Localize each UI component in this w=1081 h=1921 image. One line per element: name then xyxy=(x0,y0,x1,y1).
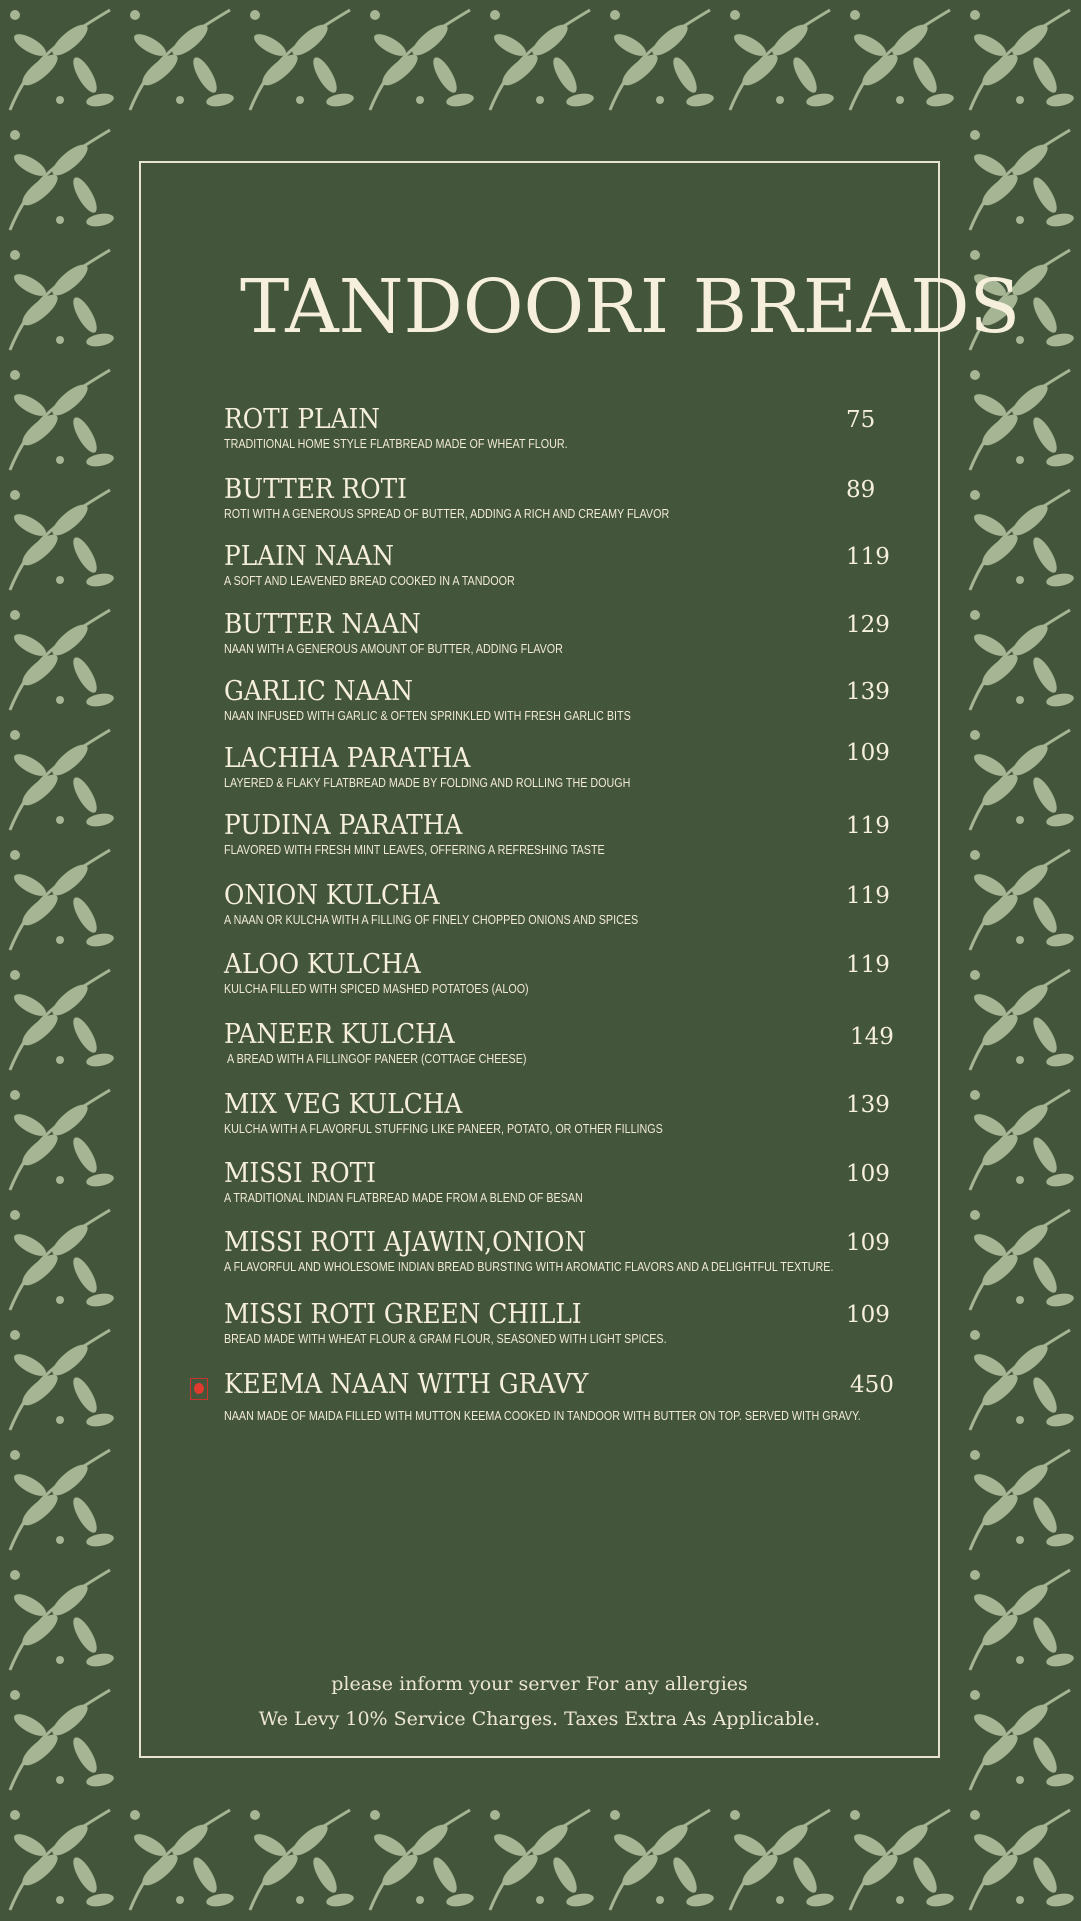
menu-item-description: NAAN MADE OF MAIDA FILLED WITH MUTTON KEEMA COOKED IN TANDOOR WITH BUTTER ON TOP. SERVED WITH GRAVY. xyxy=(224,1409,861,1423)
menu-item xyxy=(224,473,904,533)
allergy-note: please inform your server For any allergies xyxy=(331,1673,748,1695)
menu-item-description: A TRADITIONAL INDIAN FLATBREAD MADE FROM A BLEND OF BESAN xyxy=(224,1191,583,1205)
menu-item-name: GARLIC NAAN xyxy=(224,676,414,707)
menu-item-description: NAAN WITH A GENEROUS AMOUNT OF BUTTER, ADDING FLAVOR xyxy=(224,642,563,656)
menu-item xyxy=(224,742,904,802)
menu-item-name: MISSI ROTI xyxy=(224,1158,377,1189)
menu-item-name: MISSI ROTI GREEN CHILLI xyxy=(224,1299,582,1330)
menu-item-price: 119 xyxy=(846,952,890,978)
menu-item-description: A SOFT AND LEAVENED BREAD COOKED IN A TANDOOR xyxy=(224,574,515,588)
menu-item-description: A FLAVORFUL AND WHOLESOME INDIAN BREAD BURSTING WITH AROMATIC FLAVORS AND A DELIGHTFUL TEXTURE. xyxy=(224,1260,834,1274)
menu-item-name: PLAIN NAAN xyxy=(224,541,394,572)
menu-item xyxy=(224,879,904,939)
menu-item xyxy=(224,948,904,1008)
menu-item-price: 149 xyxy=(850,1024,894,1050)
menu-item-price: 109 xyxy=(846,1230,890,1256)
menu-item-description: A BREAD WITH A FILLINGOF PANEER (COTTAGE CHEESE) xyxy=(227,1052,527,1066)
menu-item-price: 450 xyxy=(850,1372,894,1398)
menu-item-price: 75 xyxy=(846,407,876,433)
menu-item xyxy=(224,1018,904,1078)
menu-item-name: BUTTER NAAN xyxy=(224,609,421,640)
menu-item xyxy=(224,608,904,668)
menu-item xyxy=(224,1157,904,1217)
menu-title: TANDOORI BREADS xyxy=(240,264,1021,350)
menu-item-price: 139 xyxy=(846,1092,890,1118)
menu-item xyxy=(224,1368,904,1428)
menu-item-name: ALOO KULCHA xyxy=(224,949,421,980)
menu-item-description: FLAVORED WITH FRESH MINT LEAVES, OFFERING A REFRESHING TASTE xyxy=(224,843,605,857)
menu-item-price: 129 xyxy=(846,612,890,638)
menu-item-description: BREAD MADE WITH WHEAT FLOUR & GRAM FLOUR, SEASONED WITH LIGHT SPICES. xyxy=(224,1332,667,1346)
charges-note: We Levy 10% Service Charges. Taxes Extra As Applicable. xyxy=(258,1708,821,1730)
menu-item-description: KULCHA FILLED WITH SPICED MASHED POTATOES (ALOO) xyxy=(224,982,529,996)
menu-item-price: 139 xyxy=(846,679,890,705)
menu-item-description: NAAN INFUSED WITH GARLIC & OFTEN SPRINKLED WITH FRESH GARLIC BITS xyxy=(224,709,631,723)
menu-item-name: ROTI PLAIN xyxy=(224,404,381,435)
menu-item-name: ONION KULCHA xyxy=(224,880,440,911)
menu-item-name: KEEMA NAAN WITH GRAVY xyxy=(224,1369,589,1400)
menu-item-name: LACHHA PARATHA xyxy=(224,743,471,774)
menu-item-description: KULCHA WITH A FLAVORFUL STUFFING LIKE PANEER, POTATO, OR OTHER FILLINGS xyxy=(224,1122,663,1136)
menu-item-price: 89 xyxy=(846,477,876,503)
menu-item-price: 119 xyxy=(846,813,890,839)
menu-item-name: MISSI ROTI AJAWIN,ONION xyxy=(224,1227,587,1258)
menu-item xyxy=(224,403,904,463)
menu-item-description: LAYERED & FLAKY FLATBREAD MADE BY FOLDING AND ROLLING THE DOUGH xyxy=(224,776,631,790)
menu-item xyxy=(224,540,904,600)
menu-item-price: 119 xyxy=(846,883,890,909)
menu-item-description: A NAAN OR KULCHA WITH A FILLING OF FINELY CHOPPED ONIONS AND SPICES xyxy=(224,913,639,927)
menu-item-name: MIX VEG KULCHA xyxy=(224,1089,463,1120)
menu-item-price: 119 xyxy=(846,544,890,570)
menu-item-price: 109 xyxy=(846,1302,890,1328)
menu-item xyxy=(224,1298,904,1358)
menu-item-description: TRADITIONAL HOME STYLE FLATBREAD MADE OF WHEAT FLOUR. xyxy=(224,437,568,451)
menu-item-price: 109 xyxy=(846,740,890,766)
menu-item-name: PANEER KULCHA xyxy=(224,1019,455,1050)
menu-item xyxy=(224,1088,904,1148)
menu-item-name: BUTTER ROTI xyxy=(224,474,407,505)
menu-item xyxy=(224,809,904,869)
menu-item-name: PUDINA PARATHA xyxy=(224,810,463,841)
non-veg-marker-icon xyxy=(190,1378,208,1400)
menu-item-description: ROTI WITH A GENEROUS SPREAD OF BUTTER, ADDING A RICH AND CREAMY FLAVOR xyxy=(224,507,670,521)
menu-item xyxy=(224,675,904,735)
menu-item-price: 109 xyxy=(846,1161,890,1187)
menu-item xyxy=(224,1226,904,1286)
